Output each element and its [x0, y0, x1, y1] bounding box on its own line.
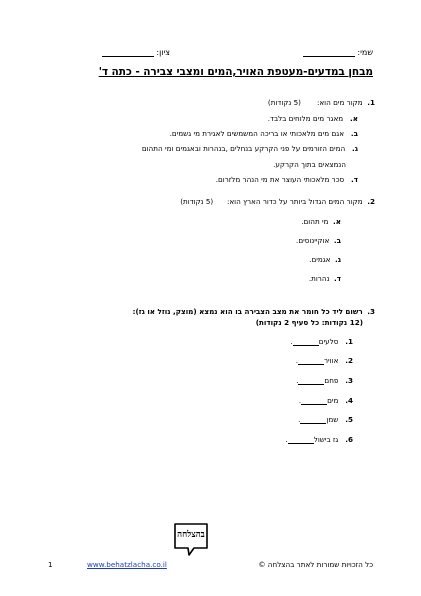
option-letter: ד. [334, 274, 341, 283]
answer-blank[interactable] [293, 336, 319, 346]
answer-blank[interactable] [298, 355, 324, 365]
option-text: מאגר מים מלוחים בלבד. [267, 114, 344, 123]
page-title: מבחן במדעים-מעטפת האויר,המים ומצבי צבירה - כתה ד' [98, 66, 373, 78]
question-1-option[interactable] [268, 114, 358, 123]
question-3-number: 3. [367, 307, 375, 316]
option-text: אוקיינוסים. [296, 236, 330, 245]
item-text: שמן [326, 415, 339, 424]
question-2-option[interactable] [296, 236, 341, 245]
question-1-option-continuation [273, 160, 346, 169]
question-3-item: 3. פחם. [296, 376, 353, 385]
question-3-item: 6. גז בישול. [285, 435, 353, 444]
item-text: גז בישול [313, 435, 339, 444]
item-number: 4. [345, 396, 353, 405]
website-link[interactable]: www.behatzlacha.co.il [87, 560, 167, 569]
option-text: סכר מלאכותי העוצר את מי הנהר מלזרום. [215, 175, 345, 184]
option-text: המים הזורמים על פני הקרקע בנחלים ,בנהרות ובאגמים ומי התהום [141, 144, 346, 153]
answer-blank[interactable] [288, 434, 314, 444]
option-letter: ב. [350, 129, 358, 138]
question-3-header [133, 307, 375, 316]
question-1-number: 1. [367, 98, 375, 107]
item-text: סלעים [318, 337, 339, 346]
item-number: 5. [345, 415, 353, 424]
answer-blank[interactable] [298, 375, 324, 385]
name-blank[interactable] [303, 47, 355, 57]
question-2-option[interactable] [309, 255, 341, 264]
item-number: 1. [345, 337, 353, 346]
option-letter: א. [333, 217, 341, 226]
option-text: נהרות. [308, 274, 330, 283]
item-text: פחם [324, 376, 339, 385]
grade-field[interactable] [102, 47, 170, 57]
logo [172, 522, 210, 558]
question-2-number: 2. [367, 197, 375, 206]
logo-speech-bubble-icon [172, 522, 210, 558]
option-letter: א. [350, 114, 358, 123]
item-text: מים [327, 396, 339, 405]
question-1-header [268, 98, 375, 107]
question-1-points: (5 נקודות) [267, 98, 301, 107]
page-number: 1 [48, 560, 53, 569]
option-letter: ג. [352, 144, 358, 153]
option-text: הנמצאים בתוך הקרקע. [273, 160, 346, 169]
question-3-prompt: רשום ליד כל חומר את מצב הצבירה בו הוא נמצא (מוצק, נוזל או גז): [132, 307, 363, 316]
name-label: שמי: [357, 48, 373, 57]
question-3-item: 5. שמן. [298, 415, 353, 424]
item-number: 6. [345, 435, 353, 444]
question-3-points: (12 נקודות: כל סעיף 2 נקודות) [255, 318, 363, 327]
answer-blank[interactable] [301, 395, 327, 405]
logo-text: בהצלחה [177, 530, 205, 540]
grade-blank[interactable] [102, 47, 154, 57]
question-3-item: 1. סלעים. [290, 337, 353, 346]
name-field[interactable] [303, 47, 373, 57]
option-text: אגם מים מלאכותי או בריכה המשמשים לאגירת מי גשמים. [169, 129, 345, 138]
question-1-option[interactable] [170, 129, 358, 138]
option-letter: ד. [351, 175, 358, 184]
item-text: אוויר [324, 356, 339, 365]
grade-label: ציון: [156, 48, 170, 57]
question-2-points: (5 נקודות) [180, 197, 214, 206]
answer-blank[interactable] [300, 414, 326, 424]
question-2-header [180, 197, 375, 206]
question-3-item: 4. מים. [298, 396, 353, 405]
question-2-option[interactable] [309, 274, 341, 283]
question-1-option[interactable] [216, 175, 358, 184]
question-1-prompt: מקור מים הוא: [316, 98, 363, 107]
option-text: מי תהום. [301, 217, 329, 226]
question-3-item: 2. אוויר. [295, 356, 353, 365]
copyright-text: כל הזכויות שמורות לאתר בהצלחה © [258, 560, 373, 569]
option-letter: ב. [333, 236, 341, 245]
question-1-option[interactable] [142, 144, 358, 153]
question-2-prompt: מקור המים הגדול ביותר על כדור הארץ הוא: [226, 197, 363, 206]
item-number: 2. [345, 356, 353, 365]
option-text: אגמים. [309, 255, 331, 264]
option-letter: ג. [335, 255, 341, 264]
item-number: 3. [345, 376, 353, 385]
question-2-option[interactable] [301, 217, 341, 226]
